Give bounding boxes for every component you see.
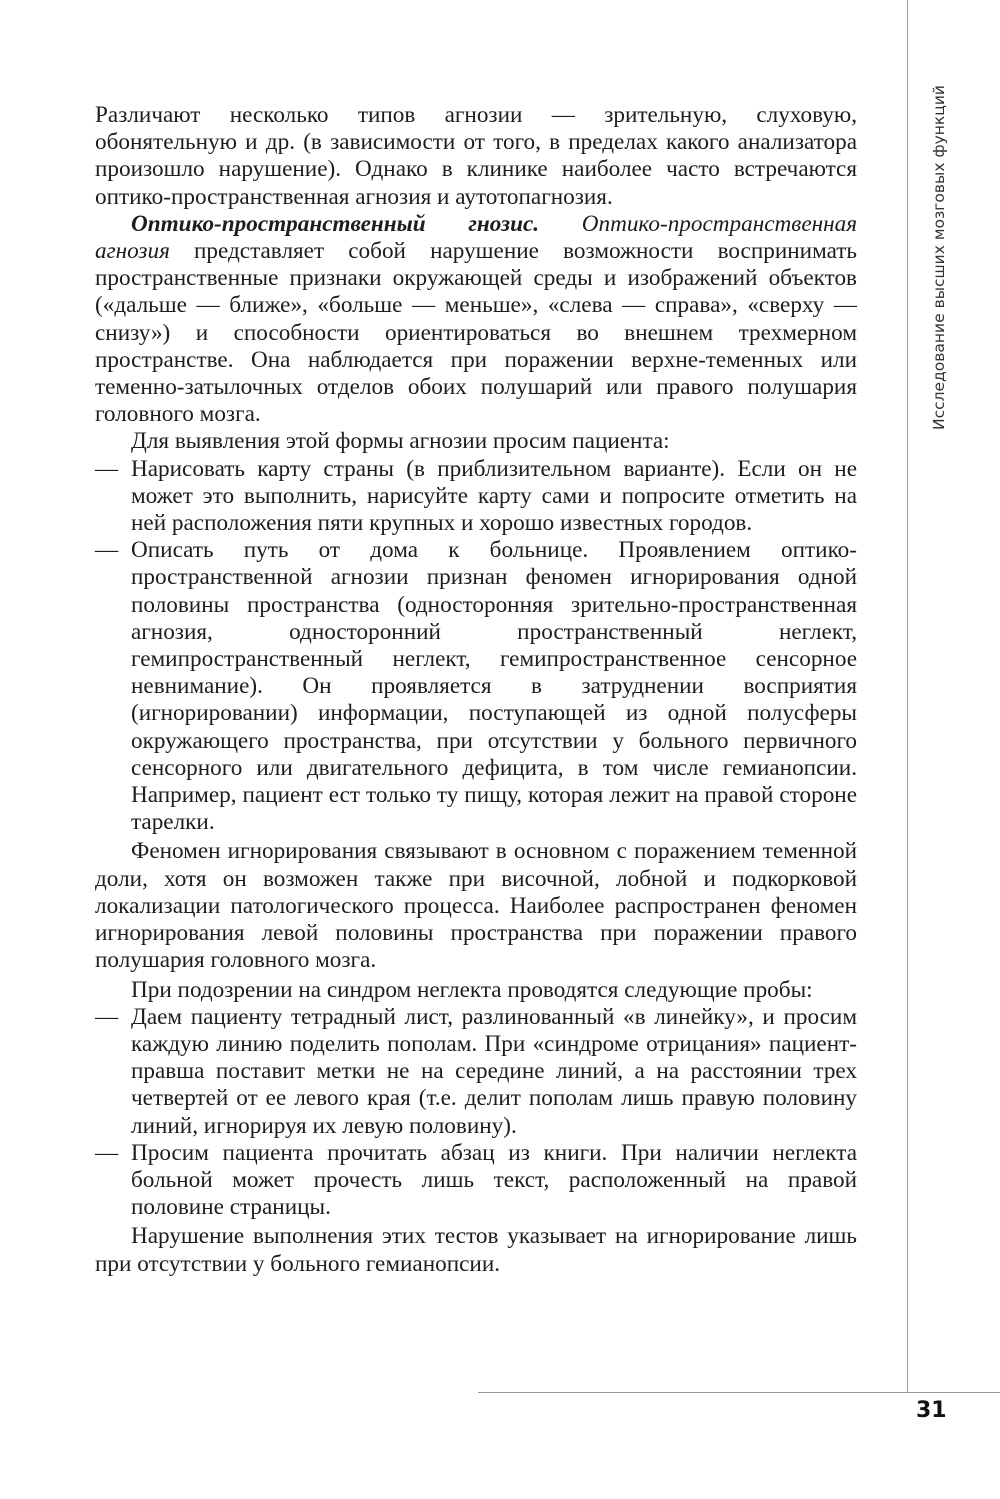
dash-marker: —: [95, 1139, 119, 1166]
paragraph-optic-spatial: [95, 211, 857, 429]
footer-divider: [478, 1392, 1000, 1393]
running-head: Исследование высших мозговых функций: [930, 85, 948, 430]
paragraph-conclusion: Нарушение выполнения этих тестов указывает на игнорирование лишь при отсутствии у больного гемианопсии.: [95, 1223, 857, 1277]
paragraph-tests-intro: При подозрении на синдром неглекта проводятся следующие пробы:: [131, 976, 813, 1003]
body-text: [95, 102, 857, 1278]
paragraph-intro: Различают несколько типов агнозии — зрительную, слуховую, обонятельную и др. (в зависимости от того, в пределах какого анализатора произошло нарушение). Однако в клинике наиболее часто встречаются оптико-пространственная агнозия и аутотопагнозия.: [95, 102, 857, 210]
paragraph-neglect-localization: Феномен игнорирования связывают в основном с поражением теменной доли, хотя он возможен также при височной, лобной и подкорковой локализации патологического процесса. Наиболее распространен феномен игнорирования левой половины пространства при поражении правого полушария головного мозга.: [95, 838, 857, 974]
page-number: 31: [916, 1398, 947, 1423]
margin-divider-vertical: [907, 0, 908, 1392]
paragraph-detection: Для выявления этой формы агнозии просим пациента:: [131, 428, 670, 455]
list-item-text: Нарисовать карту страны (в приблизительном варианте). Если он не может это выполнить, нарисуйте карту сами и попросите отметить на ней расположения пяти крупных и хорошо известных городов.: [131, 455, 857, 537]
list-item-text: Даем пациенту тетрадный лист, разлинованный «в линейку», и просим каждую линию поделить пополам. При «синдроме отрицания» пациент-правша поставит метки не на середине линий, а на расстоянии трех четвертей от ее левого края (т.е. делит пополам лишь правую половину линий, игнорируя их левую половину).: [131, 1003, 857, 1139]
list-item: [95, 456, 857, 538]
list-item: [95, 537, 857, 836]
dash-marker: —: [95, 537, 119, 564]
term-emphasis: Оптико-пространственная агнозия: [95, 210, 857, 265]
list-item-text: Описать путь от дома к больнице. Проявлением оптико-пространственной агнозии признан феномен игнорирования одной половины пространства (односторонняя зрительно-пространственная агнозия, односторонний пространственный неглект, гемипространственный неглект, гемипространственное сенсорное невнимание). Он проявляется в затруднении восприятия (игнорировании) информации, поступающей из одной полусферы окружающего пространства, при отсутствии у больного первичного сенсорного или двигательного дефицита, в том числе гемианопсии. Например, пациент ест только ту пищу, которая лежит на правой стороне тарелки.: [131, 537, 857, 836]
paragraph-text: представляет собой нарушение возможности воспринимать пространственные признаки окружающей среды и изображений объектов («дальше — ближе», «больше — меньше», «слева — справа», «сверху — снизу») и способности ориентироваться во внешнем трехмерном пространстве. Она наблюдается при поражении верхне-теменных или теменно-затылочных отделов обоих полушарий или правого полушария головного мозга.: [95, 238, 857, 428]
dash-marker: —: [95, 455, 119, 482]
section-heading: Оптико-пространственный гнозис.: [131, 210, 540, 237]
list-item: [95, 1004, 857, 1140]
list-item-text: Просим пациента прочитать абзац из книги. При наличии неглекта больной может прочесть лишь текст, расположенный на правой половине страницы.: [131, 1139, 857, 1221]
list-item: [95, 1140, 857, 1222]
dash-marker: —: [95, 1003, 119, 1030]
